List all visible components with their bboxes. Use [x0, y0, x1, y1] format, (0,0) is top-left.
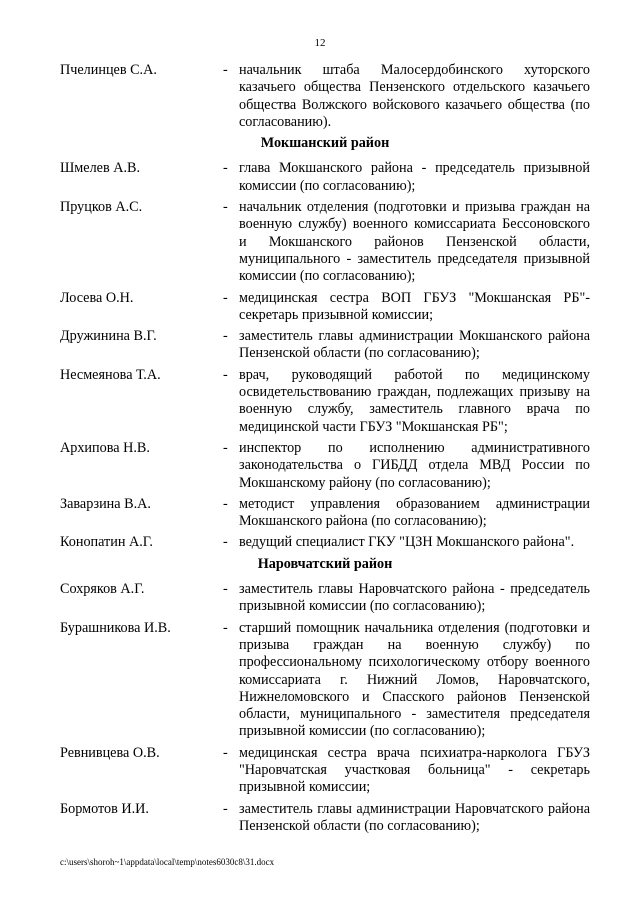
- document-body: [60, 62, 590, 839]
- footer-file-path: c:\users\shoroh~1\appdata\local\temp\notes6030c8\31.docx: [60, 857, 275, 867]
- separator-dash: -: [223, 439, 228, 456]
- separator-dash: -: [223, 199, 228, 216]
- member-entry: [60, 745, 590, 797]
- section-heading: Наровчатский район: [257, 555, 393, 572]
- separator-dash: -: [223, 366, 228, 383]
- separator-dash: -: [223, 328, 228, 345]
- member-role: заместитель главы администрации Мокшанского района Пензенской области (по согласованию);: [239, 328, 590, 362]
- member-name: Сохряков А.Г.: [60, 581, 145, 598]
- separator-dash: -: [223, 289, 228, 306]
- member-name: Шмелев А.В.: [60, 160, 141, 177]
- member-entry: [60, 801, 590, 836]
- member-entry: [60, 290, 590, 325]
- member-entry: [60, 620, 590, 741]
- member-name: Бормотов И.И.: [60, 800, 149, 817]
- member-entry: [60, 440, 590, 492]
- member-role: ведущий специалист ГКУ "ЦЗН Мокшанского района".: [239, 534, 575, 551]
- member-entry: [60, 62, 590, 131]
- member-name: Несмеянова Т.А.: [60, 366, 161, 383]
- member-entry: [60, 496, 590, 531]
- member-role: глава Мокшанского района - председатель призывной комиссии (по согласованию);: [239, 160, 590, 194]
- member-name: Архипова Н.В.: [60, 439, 150, 456]
- separator-dash: -: [223, 744, 228, 761]
- member-role: старший помощник начальника отделения (подготовки и призыва граждан на военную службу) по профессиональному психологическому отбору военного комиссариата г. Нижний Ломов, Наровчатского, Нижнеломовского и Спасского районов Пензенской области, муниципального - заместителя председателя призывной комиссии (по согласованию);: [239, 619, 590, 740]
- separator-dash: -: [223, 62, 228, 78]
- member-role: заместитель главы Наровчатского района - председатель призывной комиссии (по согласованию);: [239, 581, 590, 615]
- separator-dash: -: [223, 160, 228, 177]
- member-name: Заварзина В.А.: [60, 495, 151, 512]
- member-name: Ревнивцева О.В.: [60, 744, 160, 761]
- member-role: врач, руководящий работой по медицинскому освидетельствованию граждан, подлежащих призыву на военную службу, заместитель главного врача по медицинской части ГБУЗ "Мокшанская РБ";: [239, 366, 590, 435]
- member-role: медицинская сестра врача психиатра-нарколога ГБУЗ "Наровчатская участковая больница" - секретарь призывной комиссии;: [239, 744, 590, 796]
- member-entry: [60, 199, 590, 285]
- separator-dash: -: [223, 581, 228, 598]
- separator-dash: -: [223, 495, 228, 512]
- separator-dash: -: [223, 534, 228, 551]
- member-name: Пчелинцев С.А.: [60, 62, 157, 78]
- member-name: Дружинина В.Г.: [60, 328, 157, 345]
- separator-dash: -: [223, 619, 228, 636]
- member-entry: [60, 160, 590, 195]
- member-entry: [60, 581, 590, 616]
- member-role: медицинская сестра ВОП ГБУЗ "Мокшанская РБ"- секретарь призывной комиссии;: [239, 289, 590, 323]
- member-name: Лосева О.Н.: [60, 289, 134, 306]
- member-name: Конопатин А.Г.: [60, 534, 153, 551]
- section-heading: Мокшанский район: [260, 135, 390, 152]
- member-entry: [60, 534, 590, 551]
- member-name: Пруцков А.С.: [60, 199, 143, 216]
- member-role: заместитель главы администрации Наровчатского района Пензенской области (по согласованию);: [239, 800, 590, 834]
- member-role: начальник штаба Малосердобинского хуторского казачьего общества Пензенского отдельского казачьего общества Волжского войскового казачьего общества (по согласованию).: [239, 62, 590, 130]
- separator-dash: -: [223, 800, 228, 817]
- member-entry: [60, 328, 590, 363]
- member-role: инспектор по исполнению административного законодательства о ГИБДД отдела МВД России по Мокшанскому району (по согласованию);: [239, 439, 590, 491]
- member-entry: [60, 367, 590, 436]
- member-name: Бурашникова И.В.: [60, 619, 171, 636]
- member-role: методист управления образованием администрации Мокшанского района (по согласованию);: [239, 495, 590, 530]
- page-number: 12: [314, 37, 326, 49]
- member-role: начальник отделения (подготовки и призыва граждан на военную службу) военного комиссариата Бессоновского и Мокшанского районов Пензенской области, муниципального - заместитель председателя призывной комиссии (по согласованию);: [239, 199, 590, 285]
